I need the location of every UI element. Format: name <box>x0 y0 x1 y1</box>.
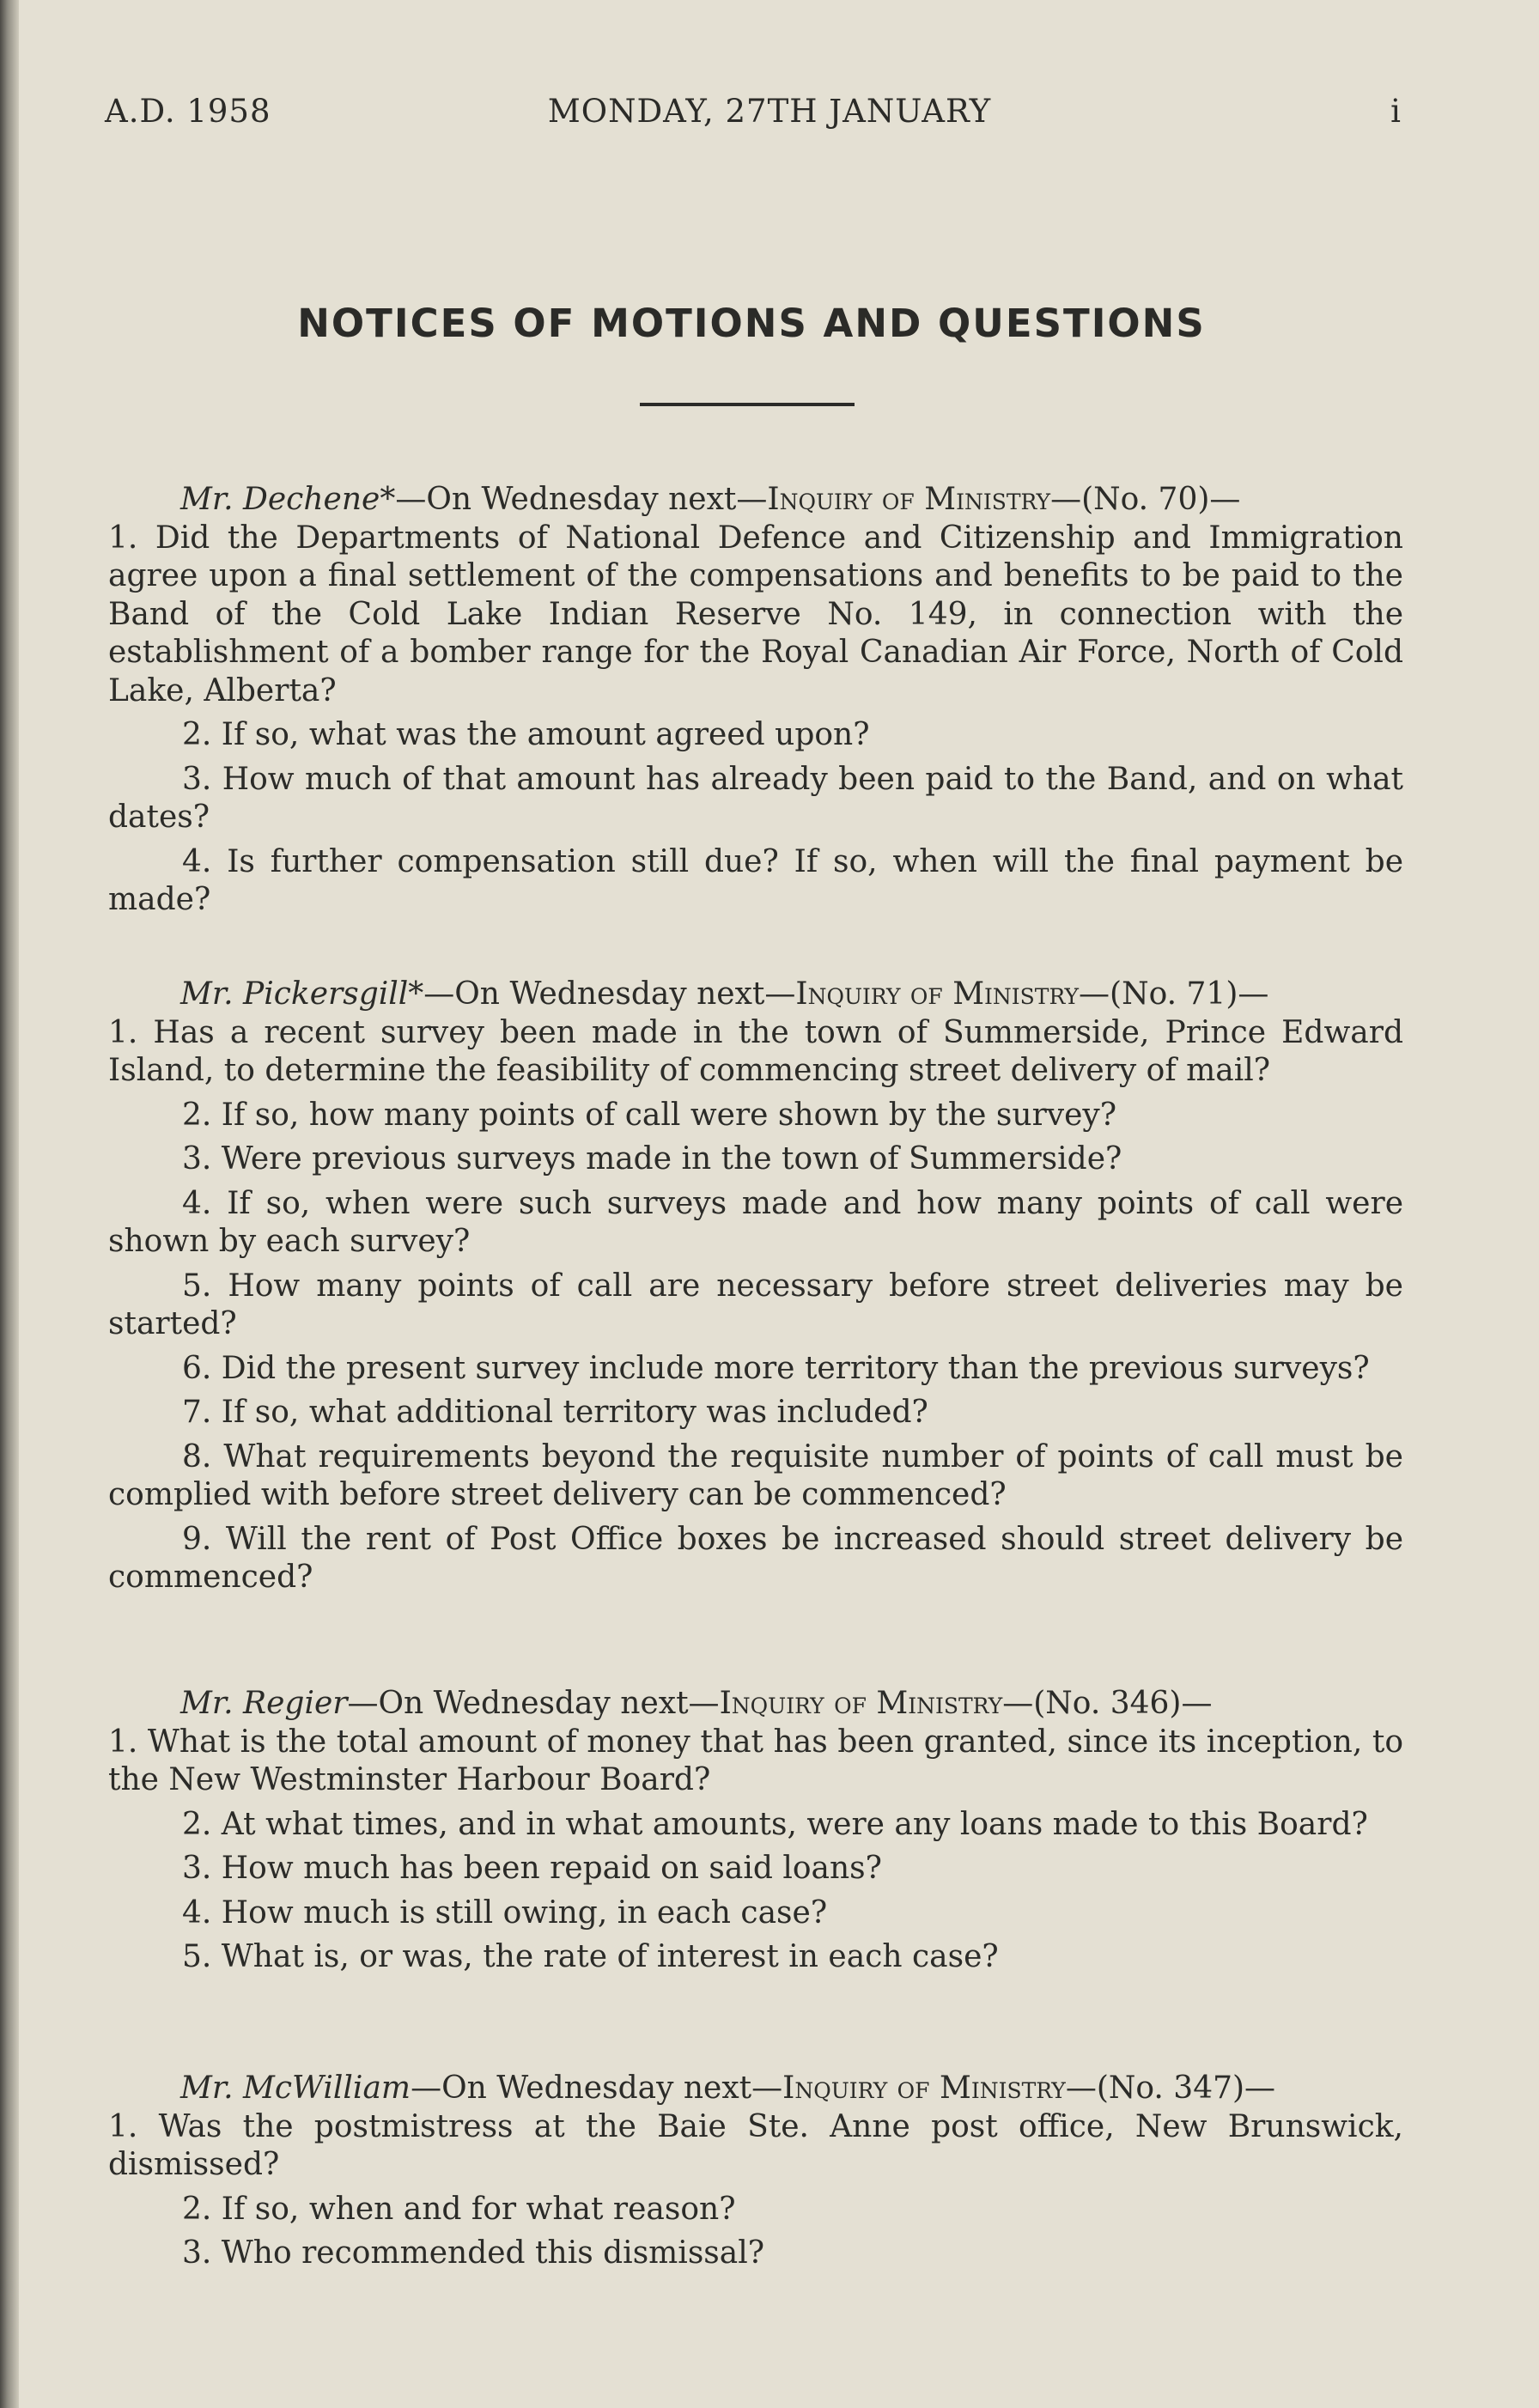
question: 2. If so, when and for what reason? <box>182 2191 736 2227</box>
inquiry-label: Inquiry of Ministry <box>767 482 1051 517</box>
question: 8. What requirements beyond the requisite number of points of call must be complied with before street delivery can be commenced? <box>108 1438 1403 1512</box>
motion-heading <box>108 2070 1403 2108</box>
motion-heading <box>108 976 1403 1014</box>
question: 4. How much is still owing, in each case? <box>182 1894 828 1931</box>
motion-intro: —On Wednesday next— <box>395 482 768 517</box>
header-date: MONDAY, 27TH JANUARY <box>547 93 992 130</box>
inquiry-label: Inquiry of Ministry <box>795 976 1080 1012</box>
motion-heading <box>108 1685 1403 1724</box>
question: 3. Who recommended this dismissal? <box>182 2235 765 2271</box>
motion-block <box>108 2070 1403 2273</box>
motion-number: —(No. 346)— <box>1002 1686 1213 1721</box>
motion-block <box>108 1685 1403 1977</box>
motion-intro: —On Wednesday next— <box>347 1686 720 1721</box>
motion-block <box>108 976 1403 1597</box>
motion-block <box>108 481 1403 920</box>
mover-name: Mr. Pickersgill* <box>180 976 424 1012</box>
question: 2. At what times, and in what amounts, were any loans made to this Board? <box>182 1806 1368 1842</box>
motion-number: —(No. 70)— <box>1050 482 1241 517</box>
question: 2. If so, how many points of call were shown by the survey? <box>182 1097 1117 1133</box>
motion-number: —(No. 71)— <box>1079 976 1269 1012</box>
question: 3. How much of that amount has already been paid to the Band, and on what dates? <box>108 761 1403 835</box>
title-rule <box>640 403 855 406</box>
inquiry-label: Inquiry of Ministry <box>719 1686 1003 1721</box>
page-title: NOTICES OF MOTIONS AND QUESTIONS <box>297 301 1206 346</box>
question: 1. What is the total amount of money that has been granted, since its inception, to the New Westminster Harbour Board? <box>108 1724 1403 1797</box>
question: 6. Did the present survey include more territory than the previous surveys? <box>182 1350 1370 1386</box>
motion-number: —(No. 347)— <box>1065 2071 1276 2106</box>
question: 7. If so, what additional territory was included? <box>182 1395 928 1430</box>
header-page-number: i <box>1390 93 1402 130</box>
question: 1. Has a recent survey been made in the town of Summerside, Prince Edward Island, to determine the feasibility of commencing street delivery of mail? <box>108 1014 1403 1088</box>
question: 2. If so, what was the amount agreed upon? <box>182 717 870 752</box>
motion-intro: —On Wednesday next— <box>423 976 796 1012</box>
question: 1. Was the postmistress at the Baie Ste. Anne post office, New Brunswick, dismissed? <box>108 2108 1403 2182</box>
motion-heading <box>108 481 1403 520</box>
inquiry-label: Inquiry of Ministry <box>782 2071 1066 2106</box>
question: 3. Were previous surveys made in the town of Summerside? <box>182 1141 1122 1177</box>
question: 4. Is further compensation still due? If so, when will the final payment be made? <box>108 843 1403 917</box>
mover-name: Mr. McWilliam <box>180 2071 411 2106</box>
mover-name: Mr. Dechene* <box>180 482 396 517</box>
question: 5. What is, or was, the rate of interest in each case? <box>182 1939 999 1974</box>
mover-name: Mr. Regier <box>180 1686 348 1721</box>
header-year: A.D. 1958 <box>105 93 271 130</box>
question: 3. How much has been repaid on said loans? <box>182 1851 882 1886</box>
question: 4. If so, when were such surveys made and how many points of call were shown by each survey? <box>108 1185 1403 1259</box>
question: 1. Did the Departments of National Defence and Citizenship and Immigration agree upon a final settlement of the compensations and benefits to be paid to the Band of the Cold Lake Indian Reserve No. 149, in connection with the establishment of a bomber range for the Royal Canadian Air Force, North of Cold Lake, Alberta? <box>108 520 1403 708</box>
question: 5. How many points of call are necessary before street deliveries may be started? <box>108 1268 1403 1341</box>
question: 9. Will the rent of Post Office boxes be increased should street delivery be commenced? <box>108 1521 1403 1595</box>
motion-intro: —On Wednesday next— <box>411 2071 783 2106</box>
